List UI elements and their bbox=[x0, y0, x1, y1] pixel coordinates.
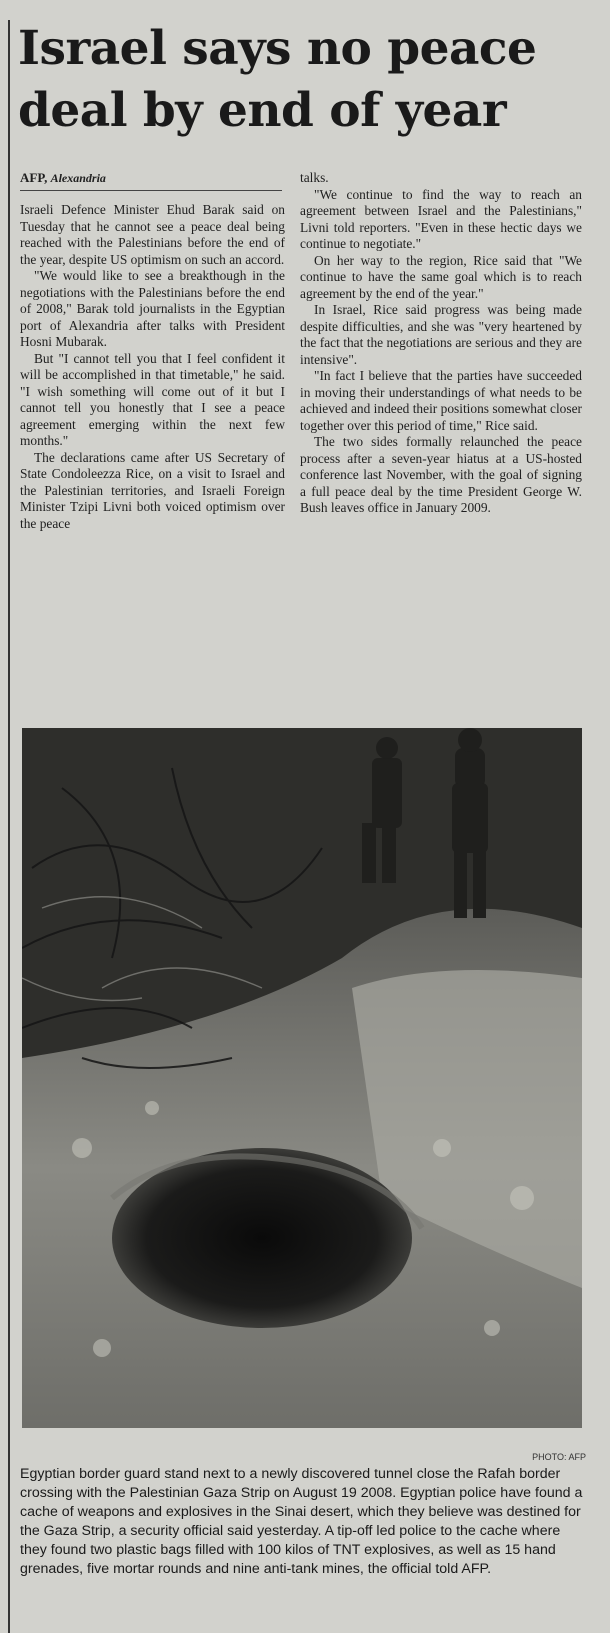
article-column-right bbox=[300, 170, 582, 517]
photo-credit: PHOTO: AFP bbox=[532, 1452, 586, 1462]
paragraph: "In fact I believe that the parties have succeeded in moving their understandings of what needs to be achieved and indeed their positions somewhat closer together over this period of time," Rice said. bbox=[300, 368, 582, 433]
paragraph: Israeli Defence Minister Ehud Barak said on Tuesday that he cannot see a peace deal being reached with the Palestinians before the end of the year, despite US optimism on such an accord. bbox=[20, 202, 285, 267]
byline-agency: AFP bbox=[20, 170, 45, 185]
column-rule bbox=[8, 20, 10, 1633]
byline-place: Alexandria bbox=[50, 171, 106, 185]
paragraph: On her way to the region, Rice said that "We continue to have the same goal which is to reach agreement by the end of the year." bbox=[300, 252, 582, 301]
paragraph: In Israel, Rice said progress was being made despite difficulties, and she was "very heartened by the fact that the negotiations are serious and they are intensive". bbox=[300, 302, 582, 367]
tunnel-photo-illustration bbox=[22, 728, 582, 1428]
photo-caption: Egyptian border guard stand next to a newly discovered tunnel close the Rafah border crossing with the Palestinian Gaza Strip on August 19 2008. Egyptian police have found a cache of weapons and explosives in the Sinai desert, which they believe was destined for the Gaza Strip, a security official said yesterday. A tip-off led police to the cache where they found two plastic bags filled with 100 kilos of TNT explosives, as well as 15 hand grenades, five mortar rounds and nine anti-tank mines, the official told AFP. bbox=[20, 1466, 583, 1577]
paragraph: The two sides formally relaunched the peace process after a seven-year hiatus at a US-hosted conference last November, with the goal of signing a full peace deal by the time President George W. Bush leaves office in January 2009. bbox=[300, 434, 582, 515]
paragraph: The declarations came after US Secretary of State Condoleezza Rice, on a visit to Israel and the Palestinian territories, and Israeli Foreign Minister Tzipi Livni both voiced optimism over the peace bbox=[20, 449, 285, 531]
paragraph: But "I cannot tell you that I feel confident it will be accomplished in that timetable," he said. "I wish something will come out of it but I cannot tell you honestly that I see a peace agreement emerging within the next few months." bbox=[20, 350, 285, 448]
news-photo bbox=[22, 728, 582, 1428]
paragraph: "We would like to see a breakthough in the negotiations with the Palestinians before the end of 2008," Barak told journalists in the Egyptian port of Alexandria after talks with President Hosni Mubarak. bbox=[20, 268, 285, 349]
article-column-left bbox=[20, 202, 285, 532]
paragraph: "We continue to find the way to reach an agreement between Israel and the Palestinians," Livni told reporters. "Even in these hectic days we continue to negotiate." bbox=[300, 186, 582, 251]
headline: Israel says no peace deal by end of year bbox=[18, 21, 537, 138]
paragraph-continuation: talks. bbox=[300, 170, 329, 185]
byline: AFP, Alexandria bbox=[20, 170, 282, 191]
